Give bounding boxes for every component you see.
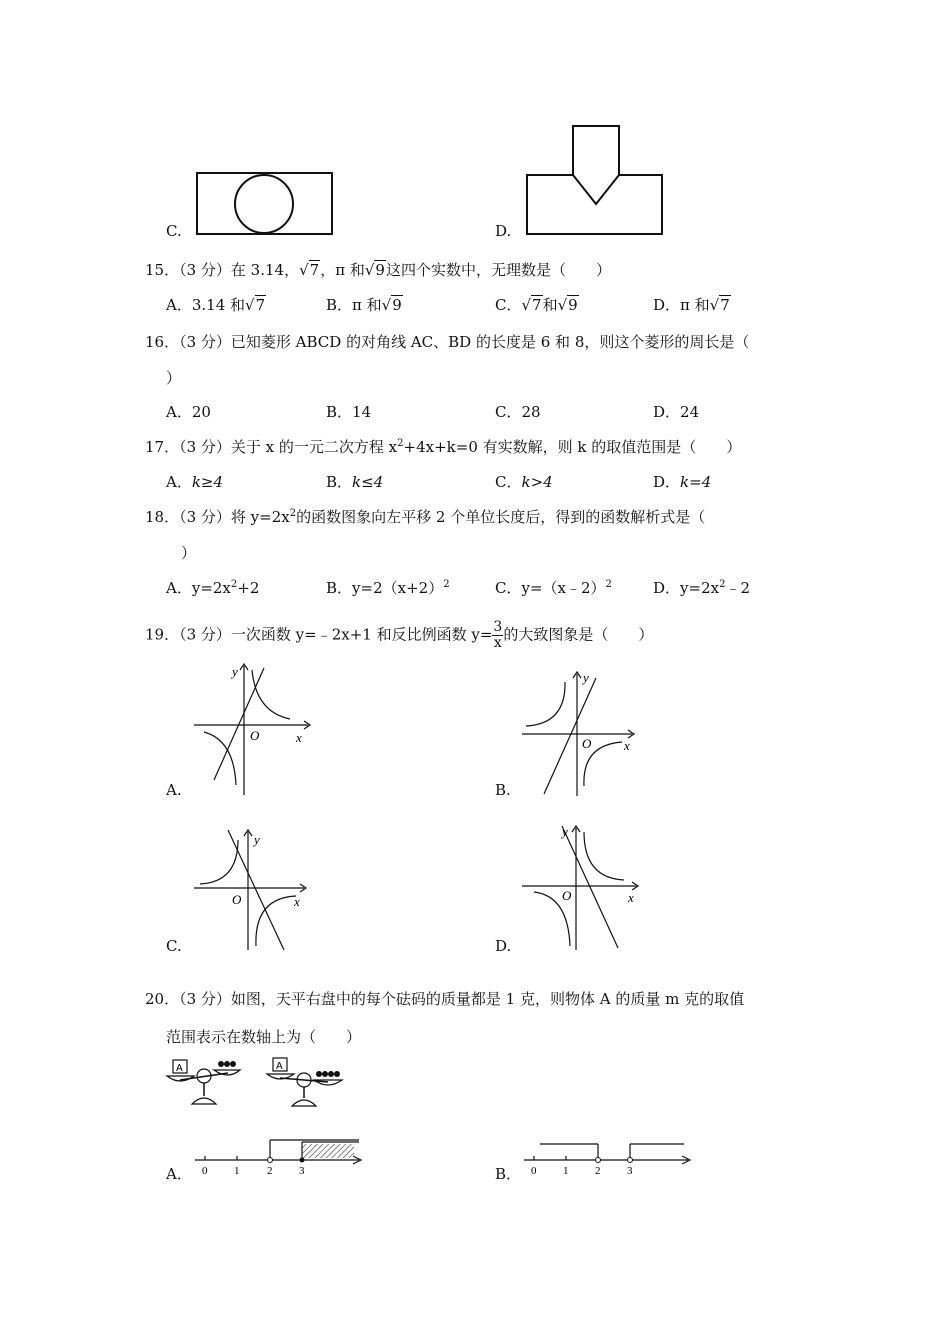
q15-number: 15． [145,261,180,279]
q20-b-tick-2: 2 [595,1165,601,1177]
q19-d-origin: O [562,888,572,903]
q20-box-label-2: A [276,1061,283,1072]
q19-d-xlabel: x [628,890,634,905]
q20-b-tick-3: 3 [627,1165,633,1177]
q15-option-c[interactable]: C．√7和√9 [495,296,578,314]
q20-a-tick-0: 0 [202,1165,208,1177]
q14-option-d-label[interactable]: D. [495,222,512,240]
q19-b-xlabel: x [624,738,630,753]
q16-line2: ） [166,369,182,387]
q19-a-xlabel: x [296,730,302,745]
q19-option-b-label[interactable]: B. [495,781,511,799]
question-19: 19．（3 分）一次函数 y=﹣2x+1 和反比例函数 y= $\frac{3}{x}$ 的大致图象是（ ） [145,619,654,651]
q17-option-c[interactable]: C．k>4 [495,473,553,491]
q19-graph-b [520,668,645,800]
q20-a-tick-2: 2 [267,1165,273,1177]
q18-option-a[interactable]: A．$y=2x^2+2$ [166,579,260,597]
q20-box-label-1: A [176,1063,183,1074]
q15-sqrt9: 9 [375,261,385,279]
q20-numberline-a [195,1136,367,1180]
q19-graph-d [520,822,645,956]
q17-option-b[interactable]: B．k≤4 [326,473,384,491]
q15-text-a: 在 3.14， [230,261,300,279]
q18-option-c[interactable]: C．y=（x﹣2）$^2$ [495,579,612,597]
q16-option-d[interactable]: D．24 [653,403,700,421]
q16-option-a[interactable]: A．20 [166,403,211,421]
q20-option-b-label[interactable]: B． [495,1165,522,1183]
q19-option-d-label[interactable]: D. [495,937,512,955]
q15-option-a[interactable]: A．3.14 和√7 [166,296,266,314]
q19-a-ylabel: y [232,664,238,679]
q15-sqrt7: 7 [309,261,320,279]
q19-a-origin: O [250,728,260,743]
question-20: 20．（3 分）如图，天平右盘中的每个砝码的质量都是 1 克，则物体 A 的质量 m 克的取值 [145,990,745,1008]
q19-graph-c [192,826,317,956]
q16-option-c[interactable]: C．28 [495,403,541,421]
q19-frac-den: x [493,635,502,651]
q19-graph-a [192,660,317,800]
q14-option-d-figure [525,124,667,238]
q19-c-xlabel: x [294,894,300,909]
q18-line2: ） [181,544,197,562]
q15-option-b[interactable]: B．π 和√9 [326,296,402,314]
q20-a-tick-1: 1 [234,1165,240,1177]
q15-points: （3 分） [179,261,231,279]
question-15: 15．（3 分）在 3.14，√7，π 和√9这四个实数中，无理数是（ ） [145,261,611,279]
q19-d-ylabel: y [562,824,568,839]
q16-option-b[interactable]: B．14 [326,403,372,421]
q20-b-tick-1: 1 [563,1165,569,1177]
q20-numberline-b [524,1136,696,1180]
q18-option-d[interactable]: D．$y=2x^2﹣2$ [653,579,750,597]
q19-c-ylabel: y [254,832,260,847]
q20-option-a-label[interactable]: A． [166,1165,192,1183]
q20-b-tick-0: 0 [531,1165,537,1177]
q19-b-ylabel: y [583,670,589,685]
q20-a-tick-3: 3 [299,1165,305,1177]
q18-option-b[interactable]: B．$y=2(x+2)^2$ [326,579,450,597]
q17-option-d[interactable]: D．k=4 [653,473,712,491]
q19-option-c-label[interactable]: C. [166,937,182,955]
q14-option-c-figure [196,172,336,238]
q20-balance-1 [164,1058,244,1110]
q19-option-a-label[interactable]: A. [166,781,182,799]
q19-b-origin: O [582,736,592,751]
q19-c-origin: O [232,892,242,907]
q15-text-c: 这四个实数中，无理数是（ ） [385,261,611,279]
question-16: 16．（3 分）已知菱形 ABCD 的对角线 AC、BD 的长度是 6 和 8，则这个菱形的周长是（ [145,333,750,351]
q19-frac-num: 3 [493,619,503,635]
q20-line2: 范围表示在数轴上为（ ） [166,1028,362,1046]
question-17: 17．（3 分）关于 x 的一元二次方程 $x^2+4x+k=0$ 有实数解，则 k 的取值范围是（ ） [145,438,742,456]
q15-option-d[interactable]: D．π 和√7 [653,296,730,314]
q14-option-c-label[interactable]: C. [166,222,182,240]
q20-balance-2 [264,1056,346,1110]
question-18: 18．（3 分）将 $y=2x^2$的函数图象向左平移 2 个单位长度后，得到的函数解析式是（ [145,508,706,526]
q17-option-a[interactable]: A．k≥4 [166,473,224,491]
q15-text-b: ，π 和 [320,261,365,279]
